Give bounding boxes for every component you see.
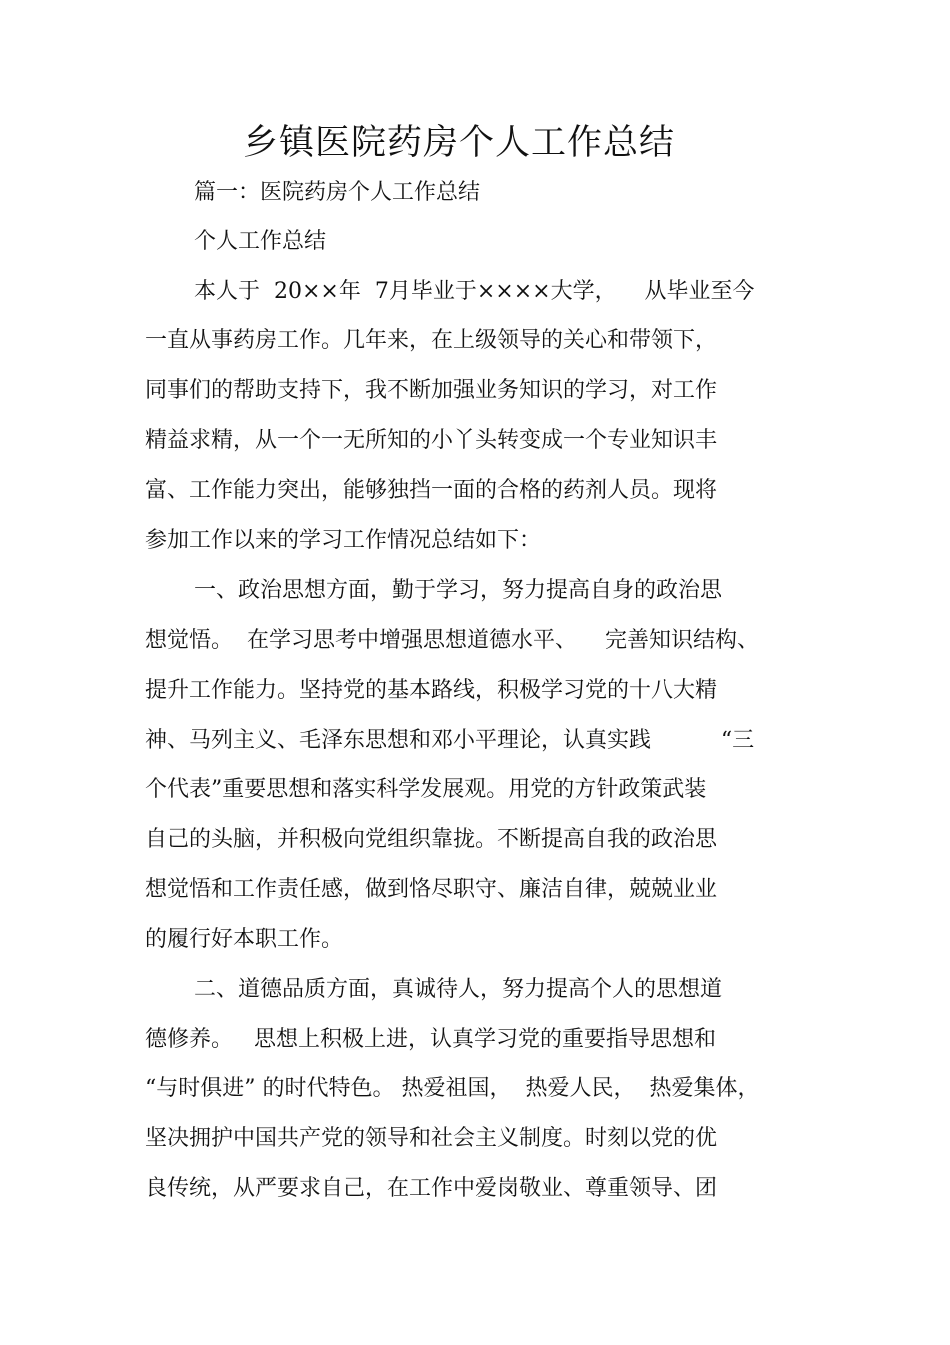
- document-title: 乡镇医院药房个人工作总结: [242, 123, 675, 163]
- paragraph-line: “与时俱进” 的时代特色。 热爱祖国， 热爱人民， 热爱集体，: [145, 1076, 760, 1101]
- paragraph-line: 良传统，从严要求自己，在工作中爱岗敬业、尊重领导、团: [145, 1176, 718, 1201]
- paragraph-line: 自己的头脑，并积极向党组织靠拢。不断提高自我的政治思: [145, 827, 718, 852]
- paragraph-line: 参加工作以来的学习工作情况总结如下：: [145, 528, 542, 553]
- paragraph-line: 一、政治思想方面，勤于学习，努力提高自身的政治思: [194, 578, 723, 603]
- paragraph-line: 神、马列主义、毛泽东思想和邓小平理论，认真实践 “三: [145, 728, 755, 753]
- paragraph-line: 德修养。 思想上积极上进，认真学习党的重要指导思想和: [145, 1027, 716, 1052]
- section-heading: 篇一：医院药房个人工作总结: [194, 180, 481, 205]
- paragraph-line: 二、道德品质方面，真诚待人，努力提高个人的思想道: [194, 977, 723, 1002]
- paragraph-line: 的履行好本职工作。: [145, 927, 344, 952]
- paragraph-line: 提升工作能力。坚持党的基本路线，积极学习党的十八大精: [145, 678, 718, 703]
- paragraph-line: 坚决拥护中国共产党的领导和社会主义制度。时刻以党的优: [145, 1126, 718, 1151]
- paragraph-line: 同事们的帮助支持下，我不断加强业务知识的学习，对工作: [145, 378, 718, 403]
- paragraph-line: 个代表”重要思想和落实科学发展观。用党的方针政策武装: [145, 777, 707, 802]
- paragraph-line: 想觉悟和工作责任感，做到恪尽职守、廉洁自律，兢兢业业: [145, 877, 718, 902]
- paragraph-line: 精益求精，从一个一无所知的小丫头转变成一个专业知识丰: [145, 428, 718, 453]
- subheading: 个人工作总结: [194, 229, 327, 254]
- paragraph-line: 想觉悟。 在学习思考中增强思想道德水平、 完善知识结构、: [145, 628, 759, 653]
- paragraph-line: 一直从事药房工作。几年来，在上级领导的关心和带领下，: [145, 328, 718, 353]
- paragraph-line: 本人于 20××年 7月毕业于××××大学， 从毕业至今: [194, 279, 755, 304]
- paragraph-line: 富、工作能力突出，能够独挡一面的合格的药剂人员。现将: [145, 478, 718, 503]
